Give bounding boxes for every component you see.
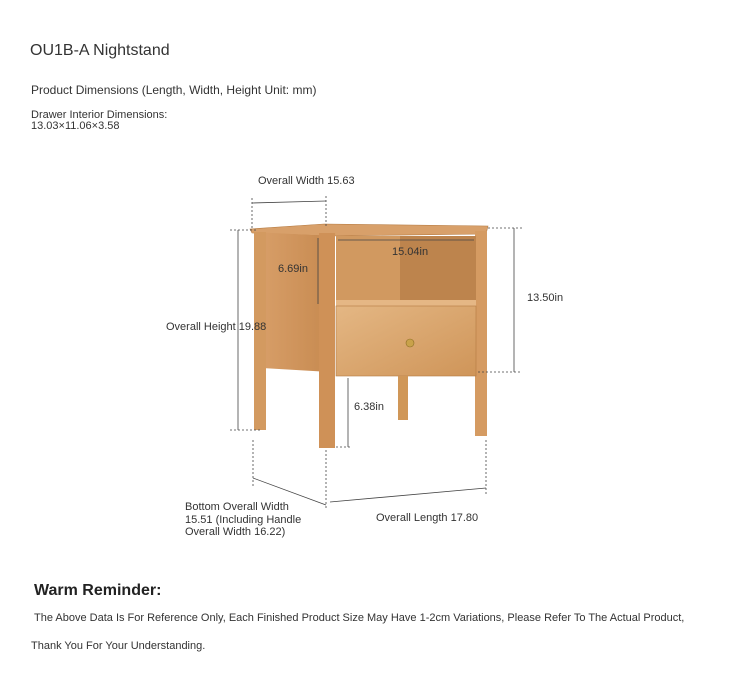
overall-length-line: [330, 488, 486, 502]
drawer-interior-label: Drawer Interior Dimensions:: [31, 109, 168, 121]
drawer-interior-value: 13.03×11.06×3.58: [31, 120, 120, 132]
bottom-width-line-2: 15.51 (Including Handle: [185, 513, 302, 526]
bottom-width-line-1: Bottom Overall Width: [185, 501, 289, 513]
front-right-leg: [475, 231, 487, 436]
overall-width-line: [252, 201, 326, 203]
side-height-label: 13.50in: [527, 292, 564, 304]
shelf-height-label: 6.69in: [278, 263, 308, 275]
overall-width-label: Overall Width 15.63: [258, 175, 355, 187]
reminder-line-2: Thank You For Your Understanding.: [31, 640, 206, 652]
overall-height-label: Overall Height 19.88: [166, 321, 267, 333]
bottom-width-line-3: Overall Width 16.22): [185, 526, 286, 538]
drawer-front: [336, 306, 476, 376]
warm-reminder-title: Warm Reminder:: [34, 582, 162, 599]
leg-height-label: 6.38in: [354, 401, 384, 413]
bottom-width-label: [185, 501, 301, 539]
nightstand-illustration: [250, 224, 488, 448]
inner-width-label: 15.04in: [392, 246, 429, 258]
drawer-handle: [406, 339, 414, 347]
dimensions-heading: Product Dimensions (Length, Width, Height Unit: mm): [31, 83, 317, 97]
reminder-line-1: The Above Data Is For Reference Only, Each Finished Product Size May Have 1-2cm Variations, Please Refer To The Actual Product,: [34, 612, 685, 624]
overall-length-label: Overall Length 17.80: [376, 512, 479, 524]
front-left-leg: [319, 233, 335, 448]
back-right-leg: [398, 376, 408, 420]
product-title: OU1B-A Nightstand: [30, 42, 170, 59]
